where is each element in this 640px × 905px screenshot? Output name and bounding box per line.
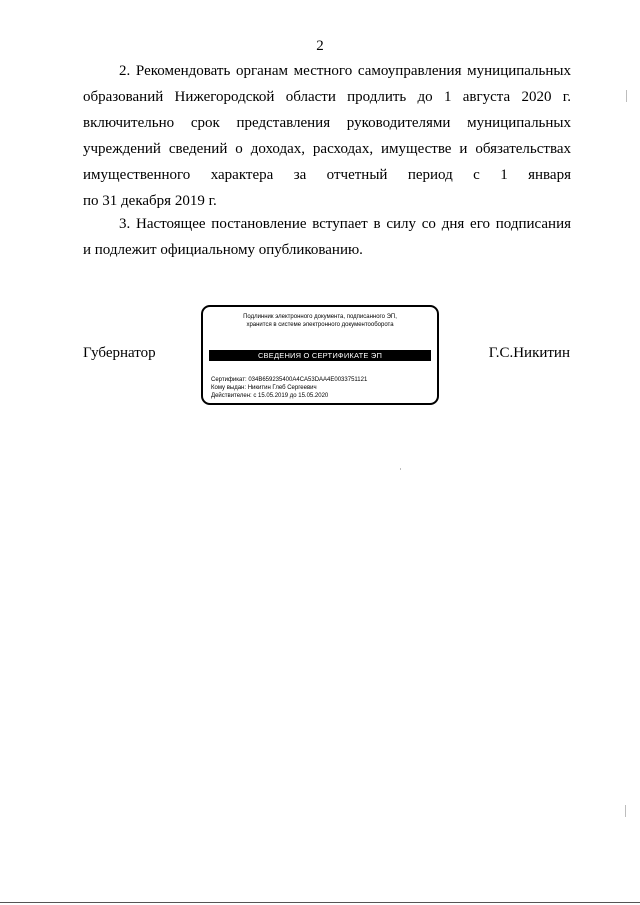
paragraph-2 (83, 58, 571, 214)
page-number: 2 (316, 38, 324, 54)
paragraph-line: 3. Настоящее постановление вступает в силу со дня его подписания (119, 216, 571, 232)
paragraph-line: и подлежит официальному опубликованию. (83, 242, 363, 258)
paragraph-line: образований Нижегородской области продлить до 1 августа 2020 г. (83, 89, 571, 105)
signer-title: Губернатор (83, 345, 156, 361)
paragraph-line: имущественного характера за отчетный период с 1 января (83, 167, 571, 183)
scan-artifact (626, 90, 627, 102)
validity-label: Действителен: (211, 393, 252, 399)
paragraph-line: учреждений сведений о доходах, расходах, имуществе и обязательствах (83, 141, 571, 157)
electronic-signature-stamp (201, 305, 439, 405)
issued-to-value: Никитин Глеб Сергеевич (247, 385, 317, 391)
stamp-details (211, 376, 433, 400)
stamp-note-line: Подлинник электронного документа, подписанного ЭП, (243, 314, 397, 320)
issued-to-row (211, 384, 433, 392)
paragraph-line: включительно срок представления руководителями муниципальных (83, 115, 571, 131)
signer-name: Г.С.Никитин (488, 345, 570, 361)
page-bottom-edge (0, 902, 640, 903)
certificate-value: 034B659235400A4CA53DAA4E0033751121 (248, 377, 368, 383)
issued-to-label: Кому выдан: (211, 385, 247, 391)
certificate-row (211, 376, 433, 384)
scan-artifact (400, 468, 401, 470)
scan-artifact (625, 805, 626, 817)
paragraph-3 (83, 211, 571, 263)
paragraph-line: по 31 декабря 2019 г. (83, 193, 217, 209)
paragraph-line: 2. Рекомендовать органам местного самоуправления муниципальных (119, 63, 571, 79)
validity-value: с 15.05.2019 до 15.05.2020 (253, 393, 329, 399)
stamp-note (211, 313, 429, 329)
certificate-label: Сертификат: (211, 377, 247, 383)
validity-row (211, 392, 433, 400)
stamp-note-line: хранится в системе электронного документооборота (246, 322, 394, 328)
stamp-header: СВЕДЕНИЯ О СЕРТИФИКАТЕ ЭП (209, 350, 431, 361)
